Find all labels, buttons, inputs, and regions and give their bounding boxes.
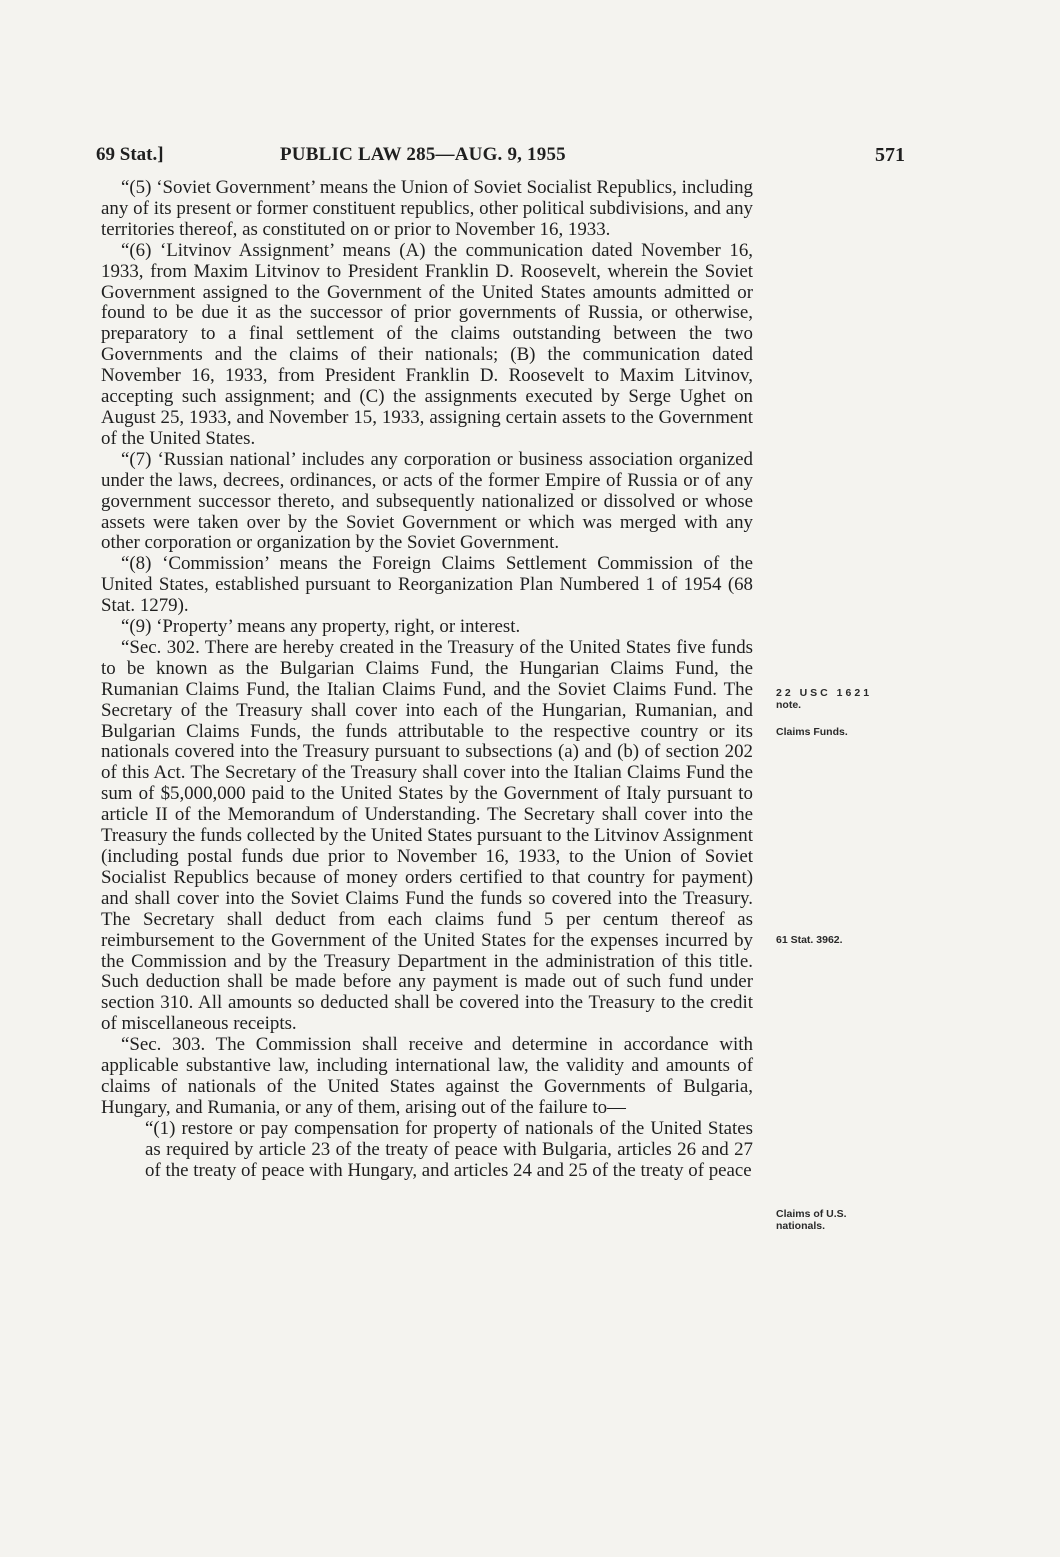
- body-text: [101, 178, 753, 1182]
- claims-us-line-2: nationals.: [776, 1220, 826, 1232]
- page-number: 571: [875, 144, 905, 166]
- definition-commission: “(8) ‘Commission’ means the Foreign Claims Settlement Commission of the United States, established pursuant to Reorganization Plan Numbered 1 of 1954 (68 Stat. 1279).: [101, 553, 753, 617]
- definition-litvinov-assignment: “(6) ‘Litvinov Assignment’ means (A) the communication dated November 16, 1933, from Maxim Litvinov to President Franklin D. Roosevelt, wherein the Soviet Government assigned to the Government of the United States amounts admitted or found to be due it as the successor of prior governments of Russia, or otherwise, preparatory to a final settlement of the claims outstanding between the two Governments and the claims of their nationals; (B) the communication dated November 16, 1933, from President Franklin D. Roosevelt to Maxim Litvinov, accepting such assignment; and (C) the assignments executed by Serge Ughet on August 25, 1933, and November 15, 1933, assigning certain assets to the Government of the United States.: [101, 239, 753, 449]
- definition-russian-national: “(7) ‘Russian national’ includes any corporation or business association organized under the laws, decrees, ordinances, or acts of the former Empire of Russia or of any government successor thereto, and subsequently nationalized or dissolved or whose assets were taken over by the Soviet Government or which was merged with any other corporation or organization by the Soviet Government.: [101, 448, 753, 554]
- claims-us-line-1: Claims of U.S.: [776, 1208, 847, 1220]
- section-303: “Sec. 303. The Commission shall receive and determine in accordance with applicable substantive law, including international law, the validity and amounts of claims of nationals of the United States against the Governments of Bulgaria, Hungary, and Rumania, or any of them, arising out of the failure to—: [101, 1034, 753, 1118]
- section-302: “Sec. 302. There are hereby created in the Treasury of the United States five funds to be known as the Bulgarian Claims Fund, the Hungarian Claims Fund, the Rumanian Claims Fund, the Italian Claims Fund, and the Soviet Claims Fund. The Secretary of the Treasury shall cover into each of the Hungarian, Rumanian, and Bulgarian Claims Funds, the funds attributable to the respective country or its nationals covered into the Treasury pursuant to subsections (a) and (b) of section 202 of this Act. The Secretary of the Treasury shall cover into the Italian Claims Fund the sum of $5,000,000 paid to the United States by the Government of Italy pursuant to article II of the Memorandum of Understanding. The Secretary shall cover into the Treasury the funds collected by the United States pursuant to the Litvinov Assignment (including postal funds due prior to November 16, 1933, to the Union of Soviet Socialist Republics because of money orders certified to that country for payment) and shall cover into the Soviet Claims Fund the funds so covered into the Treasury. The Secretary shall deduct from each claims fund 5 per centum thereof as reimbursement to the Government of the United States for the expenses incurred by the Commission and by the Treasury Department in the administration of this title. Such deduction shall be made before any payment is made out of such fund under section 310. All amounts so deducted shall be covered into the Treasury to the credit of miscellaneous receipts.: [101, 636, 753, 1035]
- margin-note-usc: [776, 687, 910, 711]
- margin-note-stat: 61 Stat. 3962.: [776, 934, 843, 946]
- margin-note-claims-us: [776, 1208, 910, 1232]
- volume-reference: 69 Stat.]: [96, 144, 164, 165]
- section-303-item-1: “(1) restore or pay compensation for property of nationals of the United States as required by article 23 of the treaty of peace with Bulgaria, articles 26 and 27 of the treaty of peace with Hungary, and articles 24 and 25 of the treaty of peace: [145, 1117, 753, 1181]
- usc-note: note.: [776, 699, 802, 711]
- page-header: [96, 140, 905, 174]
- public-law-title: PUBLIC LAW 285—AUG. 9, 1955: [280, 144, 566, 165]
- margin-note-claims-funds: Claims Funds.: [776, 726, 848, 738]
- definition-soviet-government: “(5) ‘Soviet Government’ means the Union of Soviet Socialist Republics, including any of its present or former constituent republics, other political subdivisions, and any territories thereof, as constituted on or prior to November 16, 1933.: [101, 177, 753, 240]
- definition-property: “(9) ‘Property’ means any property, right, or interest.: [121, 616, 521, 638]
- usc-reference: 22 USC 1621: [776, 687, 873, 699]
